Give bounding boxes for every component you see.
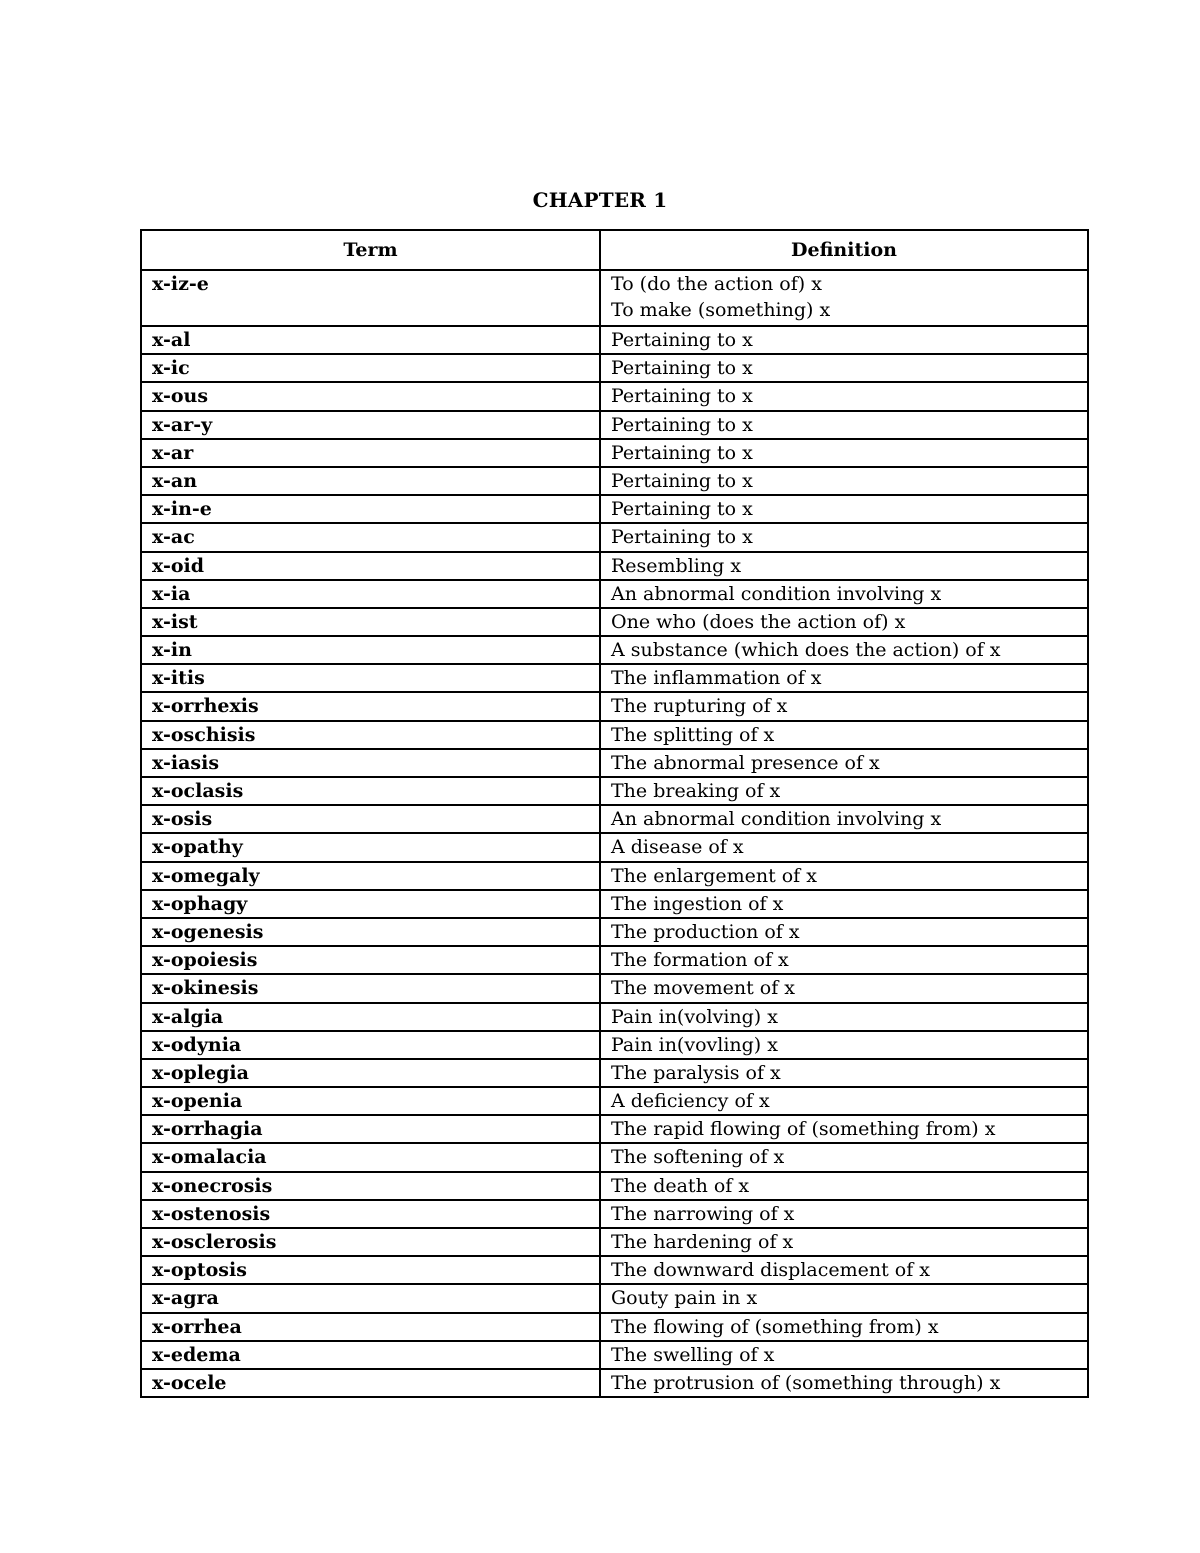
table-row (141, 805, 1088, 833)
definition-cell (600, 439, 1088, 467)
term-cell: x-osis (141, 805, 600, 833)
definition-column-header: Definition (600, 230, 1088, 270)
definition-cell (600, 1341, 1088, 1369)
table-row (141, 946, 1088, 974)
definition-cell (600, 805, 1088, 833)
term-cell: x-iz-e (141, 270, 600, 326)
definition-cell (600, 326, 1088, 354)
definition-text: To make (something) x (611, 299, 831, 321)
term-cell: x-onecrosis (141, 1172, 600, 1200)
definition-cell (600, 918, 1088, 946)
definition-cell (600, 1284, 1088, 1312)
definition-text: The rupturing of x (611, 695, 788, 718)
definition-text: The narrowing of x (611, 1202, 795, 1225)
term-cell: x-oplegia (141, 1059, 600, 1087)
term-cell: x-algia (141, 1003, 600, 1031)
definition-cell (600, 270, 1088, 326)
definition-cell (600, 1143, 1088, 1171)
definition-cell (600, 1256, 1088, 1284)
term-cell: x-itis (141, 664, 600, 692)
definition-text: The enlargement of x (611, 864, 817, 887)
definition-text: To (do the action of) x (611, 273, 822, 295)
table-row (141, 862, 1088, 890)
term-cell: x-orrhagia (141, 1115, 600, 1143)
definition-text: Pertaining to x (611, 329, 753, 351)
definition-text: Resembling x (611, 554, 742, 577)
table-row (141, 467, 1088, 495)
definition-cell (600, 862, 1088, 890)
table-row (141, 1059, 1088, 1087)
table-row (141, 749, 1088, 777)
definition-cell (600, 495, 1088, 523)
definition-text: The swelling of x (611, 1343, 775, 1366)
definition-cell (600, 1115, 1088, 1143)
table-row (141, 1003, 1088, 1031)
definition-cell (600, 382, 1088, 410)
term-cell: x-iasis (141, 749, 600, 777)
definition-text: An abnormal condition involving x (611, 582, 942, 605)
table-row (141, 411, 1088, 439)
table-row (141, 382, 1088, 410)
definition-text: The death of x (611, 1174, 750, 1197)
table-row (141, 636, 1088, 664)
definition-cell (600, 777, 1088, 805)
table-row (141, 580, 1088, 608)
term-cell: x-al (141, 326, 600, 354)
definition-cell (600, 1087, 1088, 1115)
term-cell: x-ar-y (141, 411, 600, 439)
definition-text: The protrusion of (something through) x (611, 1371, 1001, 1394)
table-row (141, 552, 1088, 580)
term-cell: x-ist (141, 608, 600, 636)
table-row (141, 1143, 1088, 1171)
definition-cell (600, 636, 1088, 664)
definition-text: Pertaining to x (611, 469, 753, 492)
definition-text: Pertaining to x (611, 357, 753, 380)
definition-cell (600, 552, 1088, 580)
definition-text: The breaking of x (611, 780, 781, 802)
table-row (141, 890, 1088, 918)
term-cell: x-agra (141, 1284, 600, 1312)
definition-text: The inflammation of x (611, 667, 822, 690)
definition-cell (600, 467, 1088, 495)
term-cell: x-omalacia (141, 1143, 600, 1171)
definition-text: The abnormal presence of x (611, 751, 880, 774)
definition-cell (600, 946, 1088, 974)
definition-text: Pertaining to x (611, 498, 753, 521)
table-row (141, 1284, 1088, 1312)
definition-text: The softening of x (611, 1146, 785, 1169)
table-row (141, 326, 1088, 354)
definition-text: The paralysis of x (611, 1061, 781, 1084)
table-row (141, 777, 1088, 805)
definition-text: The downward displacement of x (611, 1259, 931, 1282)
term-cell: x-ogenesis (141, 918, 600, 946)
table-row (141, 270, 1088, 326)
term-cell: x-okinesis (141, 974, 600, 1002)
term-cell: x-oid (141, 552, 600, 580)
definition-cell (600, 692, 1088, 720)
term-cell: x-ous (141, 382, 600, 410)
table-row (141, 721, 1088, 749)
table-row (141, 608, 1088, 636)
definition-text: Gouty pain in x (611, 1287, 758, 1310)
definition-cell (600, 833, 1088, 861)
definition-cell (600, 749, 1088, 777)
term-cell: x-openia (141, 1087, 600, 1115)
table-row (141, 1115, 1088, 1143)
table-row (141, 918, 1088, 946)
table-row (141, 354, 1088, 382)
definition-cell (600, 1172, 1088, 1200)
term-cell: x-ophagy (141, 890, 600, 918)
term-cell: x-orrhea (141, 1313, 600, 1341)
definition-cell (600, 523, 1088, 551)
definition-cell (600, 354, 1088, 382)
term-cell: x-opathy (141, 833, 600, 861)
definition-cell (600, 411, 1088, 439)
table-row (141, 1313, 1088, 1341)
table-row (141, 833, 1088, 861)
table-row (141, 1031, 1088, 1059)
definition-text: The rapid flowing of (something from) x (611, 1118, 996, 1141)
definition-text: A disease of x (611, 836, 744, 859)
definition-text: The movement of x (611, 977, 796, 1000)
glossary-table (140, 229, 1089, 1398)
term-cell: x-oclasis (141, 777, 600, 805)
definition-text: The production of x (611, 920, 800, 943)
term-cell: x-ia (141, 580, 600, 608)
glossary-body (141, 270, 1088, 1397)
definition-text: The formation of x (611, 949, 789, 972)
definition-text: Pertaining to x (611, 413, 753, 436)
definition-text: The splitting of x (611, 723, 775, 746)
term-cell: x-opoiesis (141, 946, 600, 974)
definition-cell (600, 580, 1088, 608)
table-row (141, 974, 1088, 1002)
definition-text: A substance (which does the action) of x (611, 639, 1001, 662)
table-row (141, 1228, 1088, 1256)
table-row (141, 495, 1088, 523)
term-cell: x-osclerosis (141, 1228, 600, 1256)
definition-text: The ingestion of x (611, 892, 784, 915)
table-row (141, 1256, 1088, 1284)
definition-cell (600, 664, 1088, 692)
term-cell: x-ostenosis (141, 1200, 600, 1228)
definition-text: The flowing of (something from) x (611, 1315, 939, 1338)
term-column-header: Term (141, 230, 600, 270)
table-row (141, 1172, 1088, 1200)
term-cell: x-odynia (141, 1031, 600, 1059)
definition-text: Pain in(vovling) x (611, 1033, 778, 1056)
table-header-row (141, 230, 1088, 270)
definition-cell (600, 974, 1088, 1002)
table-row (141, 692, 1088, 720)
term-cell: x-ac (141, 523, 600, 551)
table-row (141, 439, 1088, 467)
term-cell: x-in-e (141, 495, 600, 523)
table-row (141, 1087, 1088, 1115)
term-cell: x-omegaly (141, 862, 600, 890)
table-row (141, 1200, 1088, 1228)
definition-cell (600, 1369, 1088, 1397)
definition-text: The hardening of x (611, 1231, 794, 1253)
definition-text: A deficiency of x (611, 1090, 770, 1113)
definition-text: One who (does the action of) x (611, 610, 906, 633)
definition-cell (600, 1059, 1088, 1087)
definition-cell (600, 890, 1088, 918)
table-row (141, 523, 1088, 551)
term-cell: x-in (141, 636, 600, 664)
term-cell: x-ocele (141, 1369, 600, 1397)
definition-cell (600, 1003, 1088, 1031)
definition-text: Pertaining to x (611, 385, 753, 408)
definition-cell (600, 1200, 1088, 1228)
definition-text: Pain in(volving) x (611, 1005, 778, 1028)
definition-cell (600, 721, 1088, 749)
page-title: CHAPTER 1 (532, 188, 668, 212)
term-cell: x-ar (141, 439, 600, 467)
definition-cell (600, 1031, 1088, 1059)
table-row (141, 1341, 1088, 1369)
term-cell: x-ic (141, 354, 600, 382)
term-cell: x-an (141, 467, 600, 495)
definition-text: Pertaining to x (611, 526, 753, 549)
table-row (141, 1369, 1088, 1397)
definition-text: An abnormal condition involving x (611, 808, 942, 831)
term-cell: x-orrhexis (141, 692, 600, 720)
definition-cell (600, 1313, 1088, 1341)
definition-text: Pertaining to x (611, 441, 753, 464)
term-cell: x-edema (141, 1341, 600, 1369)
table-row (141, 664, 1088, 692)
definition-cell (600, 608, 1088, 636)
term-cell: x-oschisis (141, 721, 600, 749)
term-cell: x-optosis (141, 1256, 600, 1284)
definition-cell (600, 1228, 1088, 1256)
